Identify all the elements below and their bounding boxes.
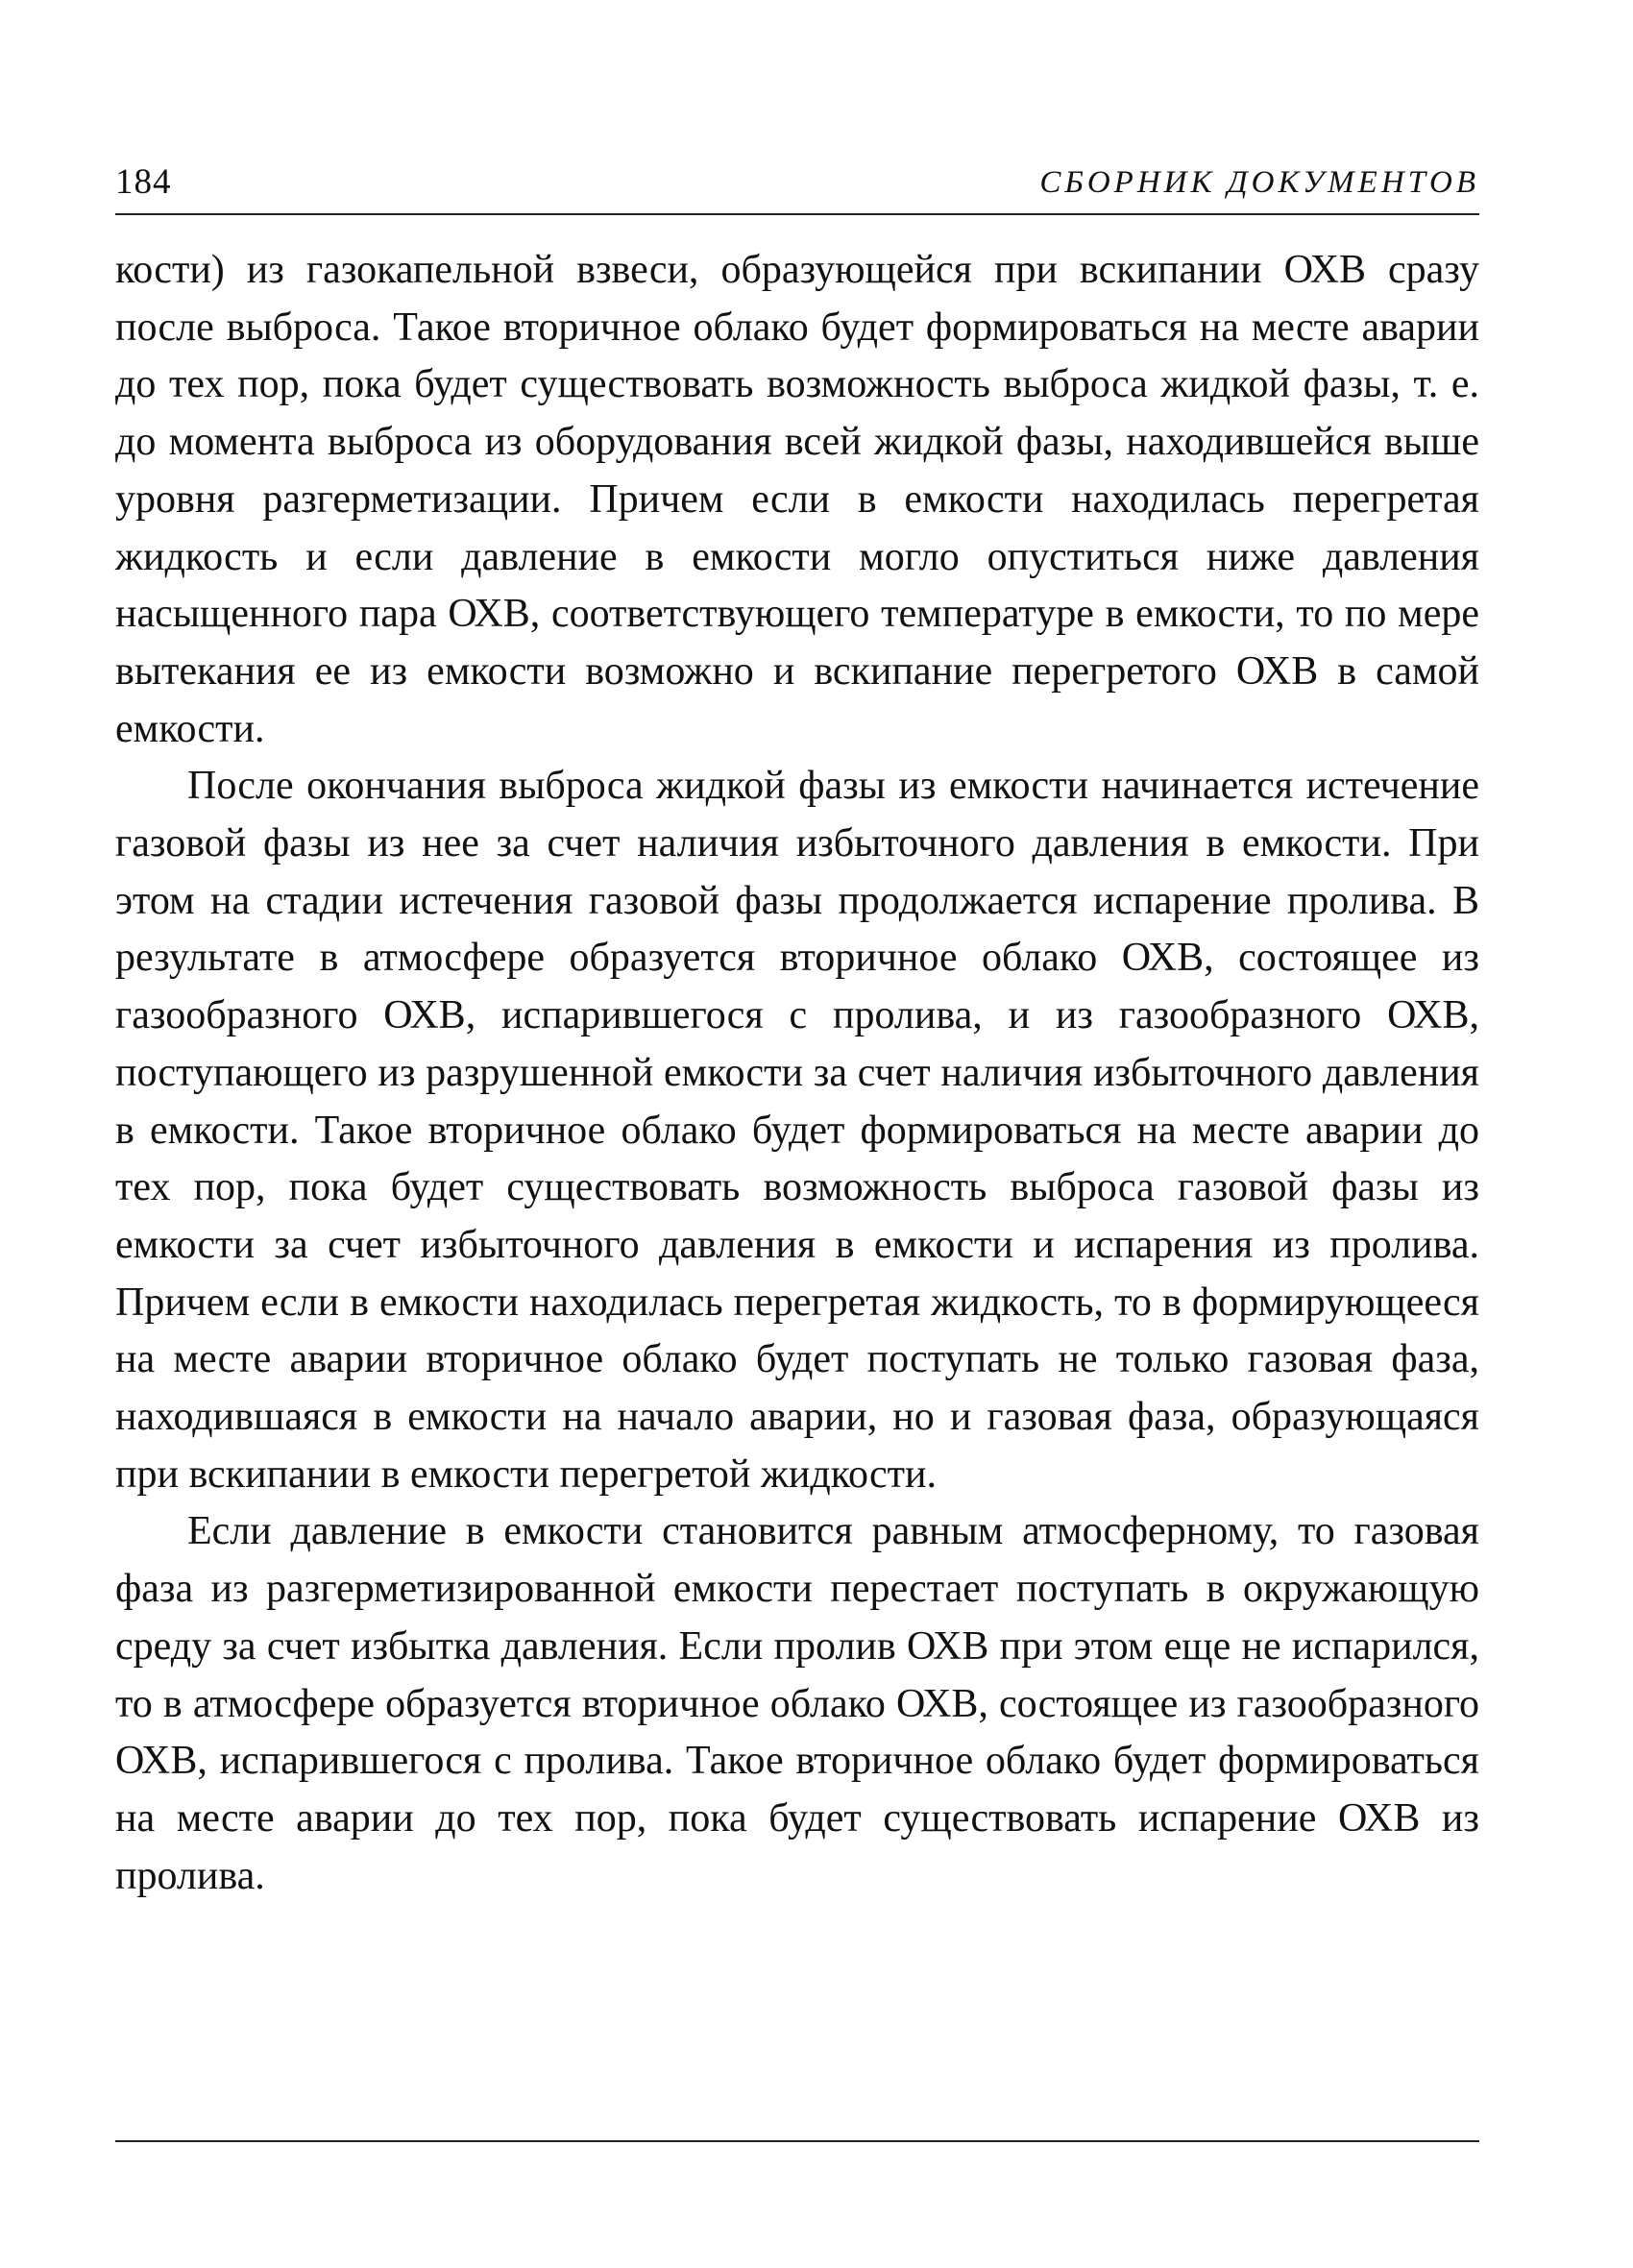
body-text (115, 242, 1479, 1905)
page-number: 184 (115, 162, 172, 202)
paragraph-atmospheric-pressure: Если давление в емкости становится равным атмосферному, то газовая фаза из разгерметизированной емкости перестает поступать в окружающую среду за счет избытка давления. Если пролив ОХВ при этом еще не испарился, то в атмосфере образуется вторичное облако ОХВ, состоящее из газообразного ОХВ, испарившегося с пролива. Такое вторичное облако будет формироваться на месте аварии до тех пор, пока будет существовать испарение ОХВ из пролива. (115, 1509, 1479, 1898)
paragraph-continuation: кости) из газокапельной взвеси, образующейся при вскипании ОХВ сразу после выброса. Такое вторичное облако будет формироваться на месте аварии до тех пор, пока будет существовать возможность выброса жидкой фазы, т. е. до момента выброса из оборудования всей жидкой фазы, находившейся выше уровня разгерметизации. Причем если в емкости находилась перегретая жидкость и если давление в емкости могло опуститься ниже давления насыщенного пара ОХВ, соответствующего температуре в емкости, то по мере вытекания ее из емкости возможно и вскипание перегретого ОХВ в самой емкости. (115, 248, 1479, 751)
header-divider (115, 213, 1479, 215)
footer-divider (115, 2140, 1479, 2142)
running-title: СБОРНИК ДОКУМЕНТОВ (1039, 165, 1479, 200)
page-header (115, 161, 1479, 211)
paragraph-gas-phase-outflow: После окончания выброса жидкой фазы из емкости начинается истечение газовой фазы из нее за счет наличия избыточного давления в емкости. При этом на стадии истечения газовой фазы продолжается испарение пролива. В результате в атмосфере образуется вторичное облако ОХВ, состоящее из газообразного ОХВ, испарившегося с пролива, и из газообразного ОХВ, поступающего из разрушенной емкости за счет наличия избыточного давления в емкости. Такое вторичное облако будет формироваться на месте аварии до тех пор, пока будет существовать возможность выброса газовой фазы из емкости за счет избыточного давления в емкости и испарения из пролива. Причем если в емкости находилась перегретая жидкость, то в формирующееся на месте аварии вторичное облако будет поступать не только газовая фаза, находившаяся в емкости на начало аварии, но и газовая фаза, образующаяся при вскипании в емкости перегретой жидкости. (115, 764, 1479, 1497)
